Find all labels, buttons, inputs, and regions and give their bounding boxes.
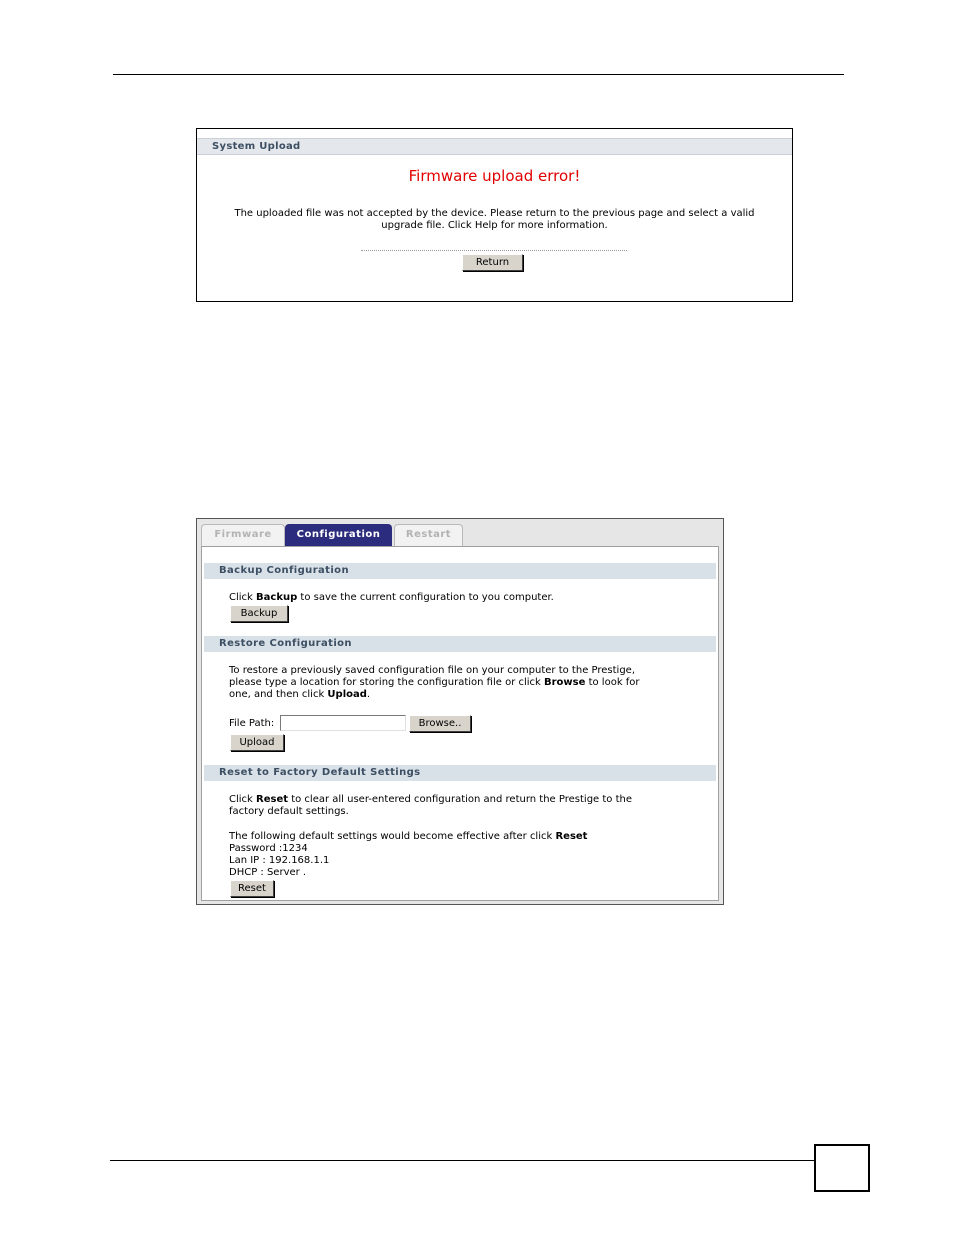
reset-section-header [204,765,716,781]
restore-line-2-bold: Browse [544,677,586,688]
file-path-input[interactable] [280,715,406,731]
return-button[interactable]: Return [462,254,523,271]
upload-button[interactable]: Upload [230,734,284,751]
reset-defaults-bold: Reset [555,831,588,842]
reset-line-1-bold: Reset [256,794,289,805]
default-password: Password :1234 [229,843,308,854]
restore-line-2-post: to look for [585,677,640,688]
reset-button[interactable]: Reset [230,880,274,897]
restore-line-3-post: . [366,689,371,700]
error-message-line-2: upgrade file. Click Help for more information. [381,220,608,231]
reset-defaults-pre: The following default settings would become effective after click [229,831,556,842]
page-header-rule [113,74,844,75]
reset-section-title: Reset to Factory Default Settings [219,767,421,778]
backup-section-header [204,563,716,579]
default-dhcp: DHCP : Server . [229,867,307,878]
backup-button[interactable]: Backup [230,605,288,622]
reset-defaults-intro [229,831,587,843]
error-message [221,208,768,232]
error-message-line-1: The uploaded file was not accepted by the device. Please return to the previous page and select a valid [234,208,755,219]
restore-line-1: To restore a previously saved configuration file on your computer to the Prestige, [229,665,636,676]
file-path-label: File Path: [229,718,275,729]
tab-firmware[interactable]: Firmware [201,524,285,546]
default-lan-ip: Lan IP : 192.168.1.1 [229,855,330,866]
dotted-divider [361,250,627,251]
backup-text-post: to save the current configuration to you computer. [297,592,554,603]
backup-text-pre: Click [229,592,257,603]
reset-line-1-post: to clear all user-entered configuration and return the Prestige to the [288,794,632,805]
configuration-panel [201,546,719,901]
restore-section-header [204,636,716,652]
panel-title: System Upload [212,141,301,152]
page-footer-rule [110,1160,814,1161]
panel-title-bar [197,138,792,155]
page-number-box [814,1144,870,1192]
backup-section-title: Backup Configuration [219,565,349,576]
restore-section-title: Restore Configuration [219,638,352,649]
browse-button[interactable]: Browse.. [409,715,471,732]
reset-line-2: factory default settings. [229,806,349,817]
error-title: Firmware upload error! [408,167,581,185]
maintenance-window [196,518,724,905]
restore-line-3-bold: Upload [327,689,367,700]
restore-line-2 [229,677,640,689]
reset-line-1-pre: Click [229,794,257,805]
backup-instructions [229,592,554,604]
restore-line-3-pre: one, and then click [229,689,328,700]
reset-line-1 [229,794,632,806]
restore-line-3 [229,689,370,701]
restore-line-2-pre: please type a location for storing the configuration file or click [229,677,544,688]
backup-text-bold: Backup [256,592,298,603]
tab-restart[interactable]: Restart [394,524,463,546]
tab-configuration[interactable]: Configuration [285,524,392,546]
system-upload-panel [196,128,793,302]
